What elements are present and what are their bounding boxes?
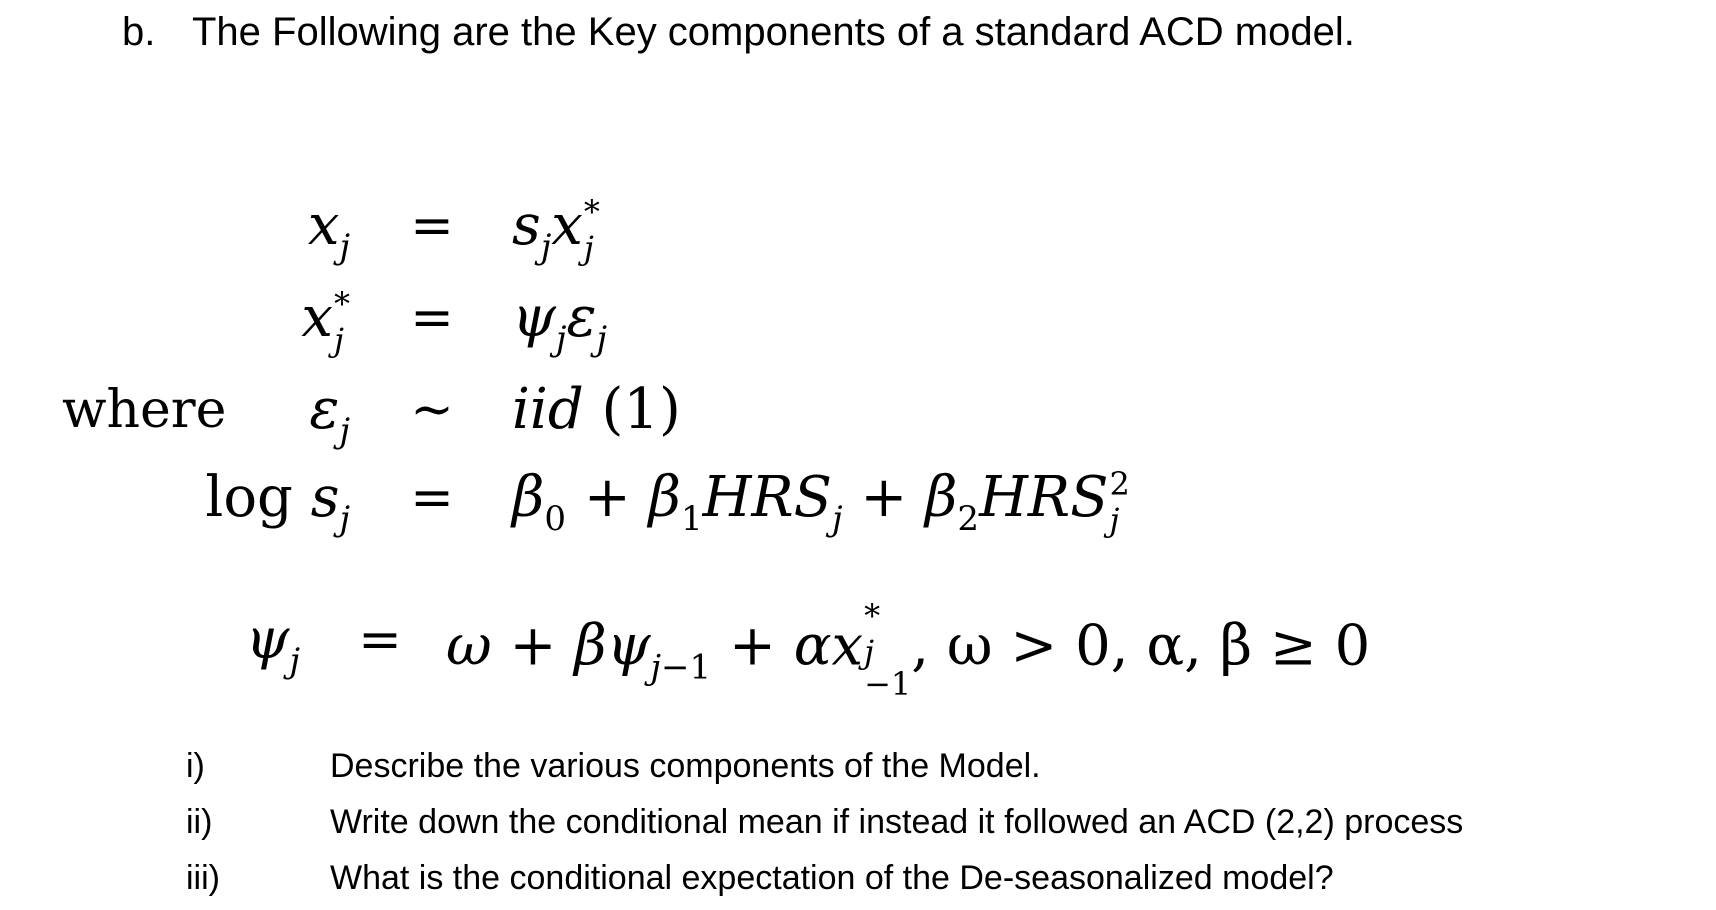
constraint-alpha-beta: α, β ≥ 0	[1146, 613, 1371, 679]
equation-5	[0, 597, 1716, 703]
equation-1-lhs: $x_j$	[307, 193, 350, 267]
equation-5-rhs: $\omega + \beta\psi_{j-1} + \alpha x$ * j −1 , ω > 0, α, β ≥ 0	[446, 597, 1371, 703]
question-text: What is the conditional expectation of the De-seasonalized model?	[330, 859, 1334, 897]
equation-1-rhs: $s_jx$ * j	[512, 192, 600, 267]
question-number: ii)	[186, 803, 213, 841]
equation-4	[0, 458, 1716, 538]
equation-3-rhs	[512, 370, 681, 450]
equation-4-lhs: $\log s_j$	[205, 465, 350, 539]
iid-text: iid	[512, 377, 584, 442]
equation-2-relation: =	[410, 288, 454, 348]
equation-2-lhs: x * j	[301, 284, 350, 359]
equation-3	[0, 370, 1716, 450]
question-number: iii)	[186, 859, 220, 897]
section-heading	[122, 10, 1355, 55]
equation-5-lhs: $\psi_j$	[245, 607, 300, 681]
equation-4-rhs: $\beta_0 + \beta_1HRS_j + \beta_2HRS$ 2 j	[512, 464, 1130, 539]
iid-argument: (1)	[601, 377, 681, 442]
equation-1-relation: =	[410, 196, 454, 256]
log-operator: log	[205, 465, 293, 530]
section-marker: b.	[122, 10, 156, 54]
equation-2-rhs: $\psi_j\varepsilon_j$	[512, 285, 608, 359]
equation-4-relation: =	[410, 468, 454, 528]
question-text: Write down the conditional mean if instead it followed an ACD (2,2) process	[330, 803, 1464, 841]
equation-5-relation: =	[358, 610, 402, 670]
equation-3-lhs: $\varepsilon_j$	[309, 377, 350, 451]
equation-3-relation: ~	[410, 380, 454, 440]
equation-2	[0, 278, 1716, 358]
equation-1	[0, 186, 1716, 266]
question-number: i)	[186, 747, 205, 785]
where-label: where	[62, 380, 227, 440]
constraint-omega: ω > 0,	[946, 613, 1129, 679]
question-text: Describe the various components of the Model.	[330, 747, 1041, 785]
section-heading-text: The Following are the Key components of a standard ACD model.	[192, 10, 1355, 54]
